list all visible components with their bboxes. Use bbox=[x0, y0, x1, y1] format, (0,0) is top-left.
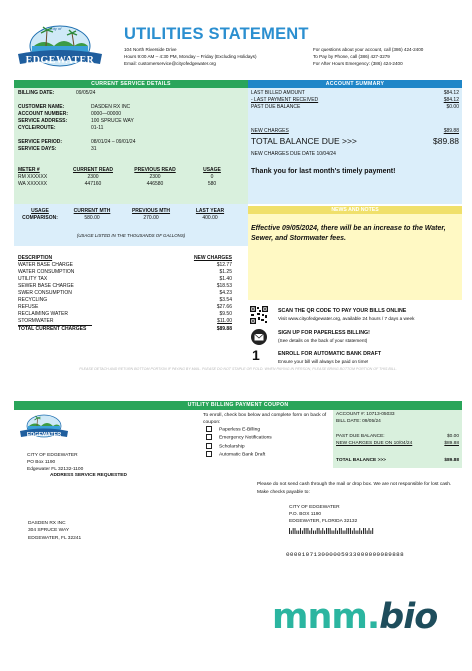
barcode-bar bbox=[326, 528, 327, 534]
barcode-bar bbox=[359, 528, 360, 534]
barcode-bar bbox=[293, 528, 294, 534]
current-read: 2300 bbox=[87, 174, 99, 180]
usage-comparison-row bbox=[18, 215, 248, 221]
meter-table-header bbox=[18, 167, 248, 173]
barcode-bar bbox=[333, 531, 334, 535]
total-due-value: $89.88 bbox=[433, 136, 459, 146]
scan-line: 000010713000005933000000089888 bbox=[286, 551, 405, 558]
watermark-part2: bio bbox=[379, 597, 438, 637]
promo-text-qr: Visit www.cityofedgewater.org, available 24 hours / 7 days a week bbox=[278, 316, 415, 321]
service-period-label: SERVICE PERIOD: bbox=[18, 139, 63, 145]
barcode-bar bbox=[363, 528, 364, 534]
billing-date-label: BILLING DATE: bbox=[18, 90, 55, 96]
barcode-bar bbox=[337, 531, 338, 535]
coupon-total-value: $89.88 bbox=[444, 458, 459, 463]
previous-read: 446580 bbox=[146, 181, 164, 187]
barcode-bar bbox=[343, 531, 344, 535]
option-label: Emergency Notifications bbox=[219, 435, 272, 441]
contact-questions: For questions about your account, call (386) 424-2400 bbox=[313, 47, 424, 52]
previous-month-usage: 270.00 bbox=[143, 215, 159, 221]
charge-label: SEWER BASE CHARGE bbox=[18, 283, 74, 289]
customer-name-label: CUSTOMER NAME: bbox=[18, 104, 65, 110]
last-payment-value: $84.12 bbox=[443, 97, 459, 103]
usage-comparison-panel bbox=[14, 204, 248, 246]
previous-month-header: PREVIOUS MTH bbox=[131, 208, 171, 214]
past-due-value: $0.00 bbox=[446, 104, 459, 110]
charge-label: REFUSE bbox=[18, 304, 39, 310]
barcode-bar bbox=[308, 528, 309, 534]
barcode-bar bbox=[315, 531, 316, 535]
barcode-bar bbox=[289, 528, 290, 534]
city-logo bbox=[14, 24, 106, 76]
logo-small-text: City of bbox=[50, 26, 62, 31]
charge-row bbox=[18, 318, 232, 324]
new-charges-header: NEW CHARGES bbox=[193, 255, 232, 261]
barcode-bar bbox=[296, 531, 297, 535]
barcode-bar bbox=[365, 528, 366, 534]
charge-amount: $1.25 bbox=[219, 269, 232, 275]
barcode-bar bbox=[354, 528, 355, 534]
office-hours: Hours 9:00 AM – 4:30 PM, Monday – Friday (Excluding Holidays) bbox=[124, 54, 257, 59]
barcode-bar bbox=[328, 528, 329, 534]
current-service-heading: CURRENT SERVICE DETAILS bbox=[14, 80, 248, 88]
number-one-icon: 1 bbox=[252, 347, 260, 363]
news-text: Effective 09/05/2024, there will be an increase to the Water, Sewer, and Stormwater fees. bbox=[251, 225, 446, 242]
coupon-new-charges-label: NEW CHARGES DUE ON 10/04/24 bbox=[336, 441, 413, 446]
charge-amount: $11.00 bbox=[217, 318, 232, 324]
charge-amount: $12.77 bbox=[216, 262, 232, 268]
barcode-bar bbox=[341, 528, 342, 534]
promo-title-autodraft: ENROLL FOR AUTOMATIC BANK DRAFT bbox=[278, 351, 382, 357]
logo-text: EDGEWATER bbox=[25, 55, 95, 66]
charge-row bbox=[18, 297, 232, 303]
last-payment-label: - LAST PAYMENT RECEIVED bbox=[251, 97, 319, 103]
charge-label: WATER BASE CHARGE bbox=[18, 262, 74, 268]
total-due-label: TOTAL BALANCE DUE >>> bbox=[251, 136, 357, 146]
barcode-bar bbox=[309, 531, 310, 535]
charge-label: STORMWATER bbox=[18, 318, 54, 324]
total-charges-row bbox=[18, 326, 232, 332]
barcode-bar bbox=[346, 528, 347, 534]
return-line: PO Box 1190 bbox=[27, 460, 56, 466]
barcode-bar bbox=[369, 528, 370, 534]
barcode-bar bbox=[295, 528, 296, 534]
current-read: 447160 bbox=[84, 181, 102, 187]
edgewater-logo-small-icon bbox=[18, 414, 70, 444]
total-charges-label: TOTAL CURRENT CHARGES bbox=[18, 326, 87, 332]
meter-row bbox=[18, 181, 248, 187]
barcode-bar bbox=[291, 531, 292, 535]
scholarship-checkbox[interactable] bbox=[206, 443, 212, 449]
option-label: Automatic Bank Draft bbox=[219, 452, 266, 458]
enroll-options bbox=[206, 426, 272, 459]
barcode-bar bbox=[332, 531, 333, 535]
usage-header: USAGE bbox=[203, 167, 221, 173]
barcode-bar bbox=[306, 528, 307, 534]
usage-table-header bbox=[18, 208, 248, 214]
service-address-value: 100 SPRUCE WAY bbox=[91, 118, 134, 124]
thank-you-message: Thank you for last month's timely payment! bbox=[251, 168, 396, 175]
contact-pay-phone: To Pay by Phone, call (386) 427-3279 bbox=[313, 54, 390, 59]
promo-text-paperless: (See details on the back of your statement) bbox=[278, 338, 368, 343]
barcode-bar bbox=[348, 528, 349, 534]
charge-amount: $18.53 bbox=[216, 283, 232, 289]
last-billed-label: LAST BILLED AMOUNT bbox=[251, 90, 305, 96]
service-period-value: 08/01/24 – 09/01/24 bbox=[91, 139, 136, 145]
description-header: DESCRIPTION bbox=[18, 255, 53, 261]
barcode-bar bbox=[350, 528, 351, 534]
option-emergency[interactable] bbox=[206, 434, 272, 442]
charge-label: UTILITY TAX bbox=[18, 276, 48, 282]
customer-line: EDGEWATER, FL 32241 bbox=[28, 535, 82, 541]
service-days-value: 31 bbox=[91, 146, 97, 152]
previous-read-header: PREVIOUS READ bbox=[134, 167, 176, 173]
address-service-requested: ADDRESS SERVICE REQUESTED bbox=[50, 473, 127, 478]
payee-line: EDGEWATER, FLORIDA 32132 bbox=[289, 519, 358, 525]
charge-label: WATER CONSUMPTION bbox=[18, 269, 75, 275]
comparison-label: COMPARISON: bbox=[22, 215, 58, 221]
charge-amount: $9.50 bbox=[219, 311, 232, 317]
last-year-header: LAST YEAR bbox=[195, 208, 225, 214]
meter-id: WA XXXXXX bbox=[18, 181, 47, 187]
current-month-header: CURRENT MTH bbox=[73, 208, 111, 214]
barcode-bar bbox=[317, 528, 318, 534]
barcode-bar bbox=[356, 531, 357, 535]
edgewater-logo-icon bbox=[14, 24, 106, 76]
barcode-bar bbox=[330, 528, 331, 534]
promo-text-autodraft: Ensure your bill will always be paid on time! bbox=[278, 359, 369, 364]
payee-address bbox=[289, 504, 357, 526]
charges-table bbox=[18, 255, 232, 345]
page-title: UTILITIES STATEMENT bbox=[124, 25, 309, 43]
barcode-bar bbox=[313, 531, 314, 535]
office-address: 104 North Riverside Drive bbox=[124, 47, 177, 52]
meter-row bbox=[18, 174, 248, 180]
autodraft-checkbox[interactable] bbox=[206, 451, 212, 457]
paperless-checkbox[interactable] bbox=[206, 426, 212, 432]
usage: 0 bbox=[210, 174, 214, 180]
barcode-bar bbox=[304, 528, 305, 534]
coupon-past-due-label: PAST DUE BALANCE: bbox=[336, 434, 385, 439]
new-charges-label: NEW CHARGES bbox=[251, 128, 289, 134]
barcode-bar bbox=[357, 531, 358, 535]
coupon-past-due-value: $0.00 bbox=[446, 434, 459, 439]
charge-row bbox=[18, 290, 232, 296]
charge-row bbox=[18, 304, 232, 310]
customer-line: DASDEN RX INC bbox=[28, 521, 66, 526]
cycle-route-label: CYCLE/ROUTE: bbox=[18, 125, 56, 131]
charges-header bbox=[18, 255, 232, 261]
charge-amount: $1.40 bbox=[219, 276, 232, 282]
postal-barcode bbox=[289, 528, 375, 534]
meter-header: METER # bbox=[18, 167, 40, 173]
office-email: Email: customerservice@cityofedgewater.org bbox=[124, 61, 216, 66]
usage-note: (USAGE LISTED IN THE THOUSANDS OF GALLONS) bbox=[76, 233, 186, 238]
coupon-total-label: TOTAL BALANCE >>> bbox=[336, 458, 386, 463]
coupon-bill-date: BILL DATE: 09/05/24 bbox=[336, 419, 381, 424]
current-month-usage: 580.00 bbox=[84, 215, 100, 221]
payee-line: CITY OF EDGEWATER bbox=[289, 505, 340, 510]
total-charges-value: $89.88 bbox=[216, 326, 232, 332]
meter-id: RM XXXXXX bbox=[18, 174, 48, 180]
charge-label: RECYCLING bbox=[18, 297, 48, 303]
option-paperless[interactable] bbox=[206, 426, 272, 434]
coupon-account-number: ACCOUNT #: 10713-05033 bbox=[336, 412, 395, 417]
new-charges-value: $89.88 bbox=[443, 128, 459, 134]
account-summary-panel bbox=[248, 88, 462, 204]
barcode-bar bbox=[335, 528, 336, 534]
news-heading: NEWS AND NOTES bbox=[248, 206, 462, 214]
due-date-text: NEW CHARGES DUE DATE 10/04/24 bbox=[251, 151, 336, 157]
charge-amount: $3.54 bbox=[219, 297, 232, 303]
option-autodraft[interactable] bbox=[206, 451, 272, 459]
barcode-bar bbox=[345, 531, 346, 535]
barcode-bar bbox=[302, 531, 303, 535]
previous-read: 2300 bbox=[149, 174, 161, 180]
customer-mailing-address bbox=[28, 520, 81, 542]
customer-line: 304 SPRUCE WAY bbox=[28, 528, 70, 534]
barcode-bar bbox=[298, 531, 299, 535]
charge-row bbox=[18, 276, 232, 282]
emergency-checkbox[interactable] bbox=[206, 434, 212, 440]
barcode-bar bbox=[361, 531, 362, 535]
customer-name-value: DASDEN RX INC bbox=[91, 104, 131, 110]
contact-info bbox=[313, 46, 423, 67]
office-info bbox=[124, 46, 257, 67]
payee-line: P.O. BOX 1190 bbox=[289, 512, 322, 518]
coupon-new-charges-value: $89.88 bbox=[444, 441, 459, 446]
svg-text:EDGEWATER: EDGEWATER bbox=[26, 431, 62, 438]
last-billed-value: $84.12 bbox=[443, 90, 459, 96]
barcode-bar bbox=[352, 531, 353, 535]
mail-note: Please do not send cash through the mail or drop box. We are not responsible for lost cash. Make checks payable to: bbox=[257, 482, 452, 495]
barcode-bar bbox=[311, 528, 312, 534]
enroll-instructions: To enroll, check box below and complete form on back of coupon: bbox=[203, 413, 327, 425]
barcode-bar bbox=[324, 531, 325, 535]
charge-label: SWER CONSUMPTION bbox=[18, 290, 72, 296]
charge-row bbox=[18, 283, 232, 289]
coupon-return-address bbox=[27, 452, 83, 474]
service-days-label: SERVICE DAYS: bbox=[18, 146, 57, 152]
option-label: Scholarship bbox=[219, 443, 245, 449]
contact-emergency: For After Hours Emergency: (386) 424-2400 bbox=[313, 61, 403, 66]
barcode-bar bbox=[319, 528, 320, 534]
past-due-label: PAST DUE BALANCE bbox=[251, 104, 301, 110]
barcode-bar bbox=[370, 531, 371, 535]
charge-amount: $4.23 bbox=[219, 290, 232, 296]
barcode-bar bbox=[339, 528, 340, 534]
charge-amount: $27.66 bbox=[216, 304, 232, 310]
promo-title-paperless: SIGN UP FOR PAPERLESS BILLING! bbox=[278, 330, 370, 336]
account-number-label: ACCOUNT NUMBER: bbox=[18, 111, 68, 117]
barcode-bar bbox=[372, 528, 373, 534]
coupon-summary-panel bbox=[333, 410, 462, 468]
usage: 580 bbox=[207, 181, 217, 187]
service-address-label: SERVICE ADDRESS: bbox=[18, 118, 68, 124]
option-scholarship[interactable] bbox=[206, 443, 272, 451]
usage-label-header: USAGE bbox=[31, 208, 49, 214]
coupon-logo bbox=[18, 414, 70, 444]
qr-code-icon bbox=[250, 306, 268, 324]
current-service-panel bbox=[14, 88, 248, 204]
barcode-bar bbox=[300, 528, 301, 534]
charge-row bbox=[18, 262, 232, 268]
account-number-value: 0000—00000 bbox=[91, 111, 122, 117]
return-line: CITY OF EDGEWATER bbox=[27, 453, 78, 458]
charge-row bbox=[18, 269, 232, 275]
account-summary-heading: ACCOUNT SUMMARY bbox=[248, 80, 462, 88]
current-read-header: CURRENT READ bbox=[73, 167, 113, 173]
return-line: Edgewater FL 32132-1100 bbox=[27, 467, 84, 473]
coupon-heading: UTILITY BILLING PAYMENT COUPON bbox=[14, 401, 462, 410]
barcode-bar bbox=[367, 531, 368, 535]
watermark-part1: mnm. bbox=[272, 597, 380, 637]
charge-label: RECLAIMING WATER bbox=[18, 311, 69, 317]
promo-title-qr: SCAN THE QR CODE TO PAY YOUR BILLS ONLINE bbox=[278, 308, 407, 314]
detach-instructions: PLEASE DETACH AND RETURN BOTTOM PORTION IF PAYING BY MAIL. PLEASE DO NOT STAPLE OR FOLD. WHEN PAYING IN PERSON, PLEASE BRING BOTTOM PORTION OF THIS BILL. bbox=[79, 367, 397, 371]
cycle-route-value: 01-11 bbox=[91, 125, 104, 131]
envelope-icon bbox=[251, 329, 267, 345]
watermark-text bbox=[272, 597, 437, 637]
billing-date-value: 09/05/24 bbox=[76, 90, 96, 96]
news-panel bbox=[248, 214, 462, 300]
barcode-bar bbox=[320, 531, 321, 535]
last-year-usage: 400.00 bbox=[202, 215, 218, 221]
option-label: Paperless E-Billing bbox=[219, 427, 261, 433]
barcode-bar bbox=[322, 528, 323, 534]
charge-row bbox=[18, 311, 232, 317]
